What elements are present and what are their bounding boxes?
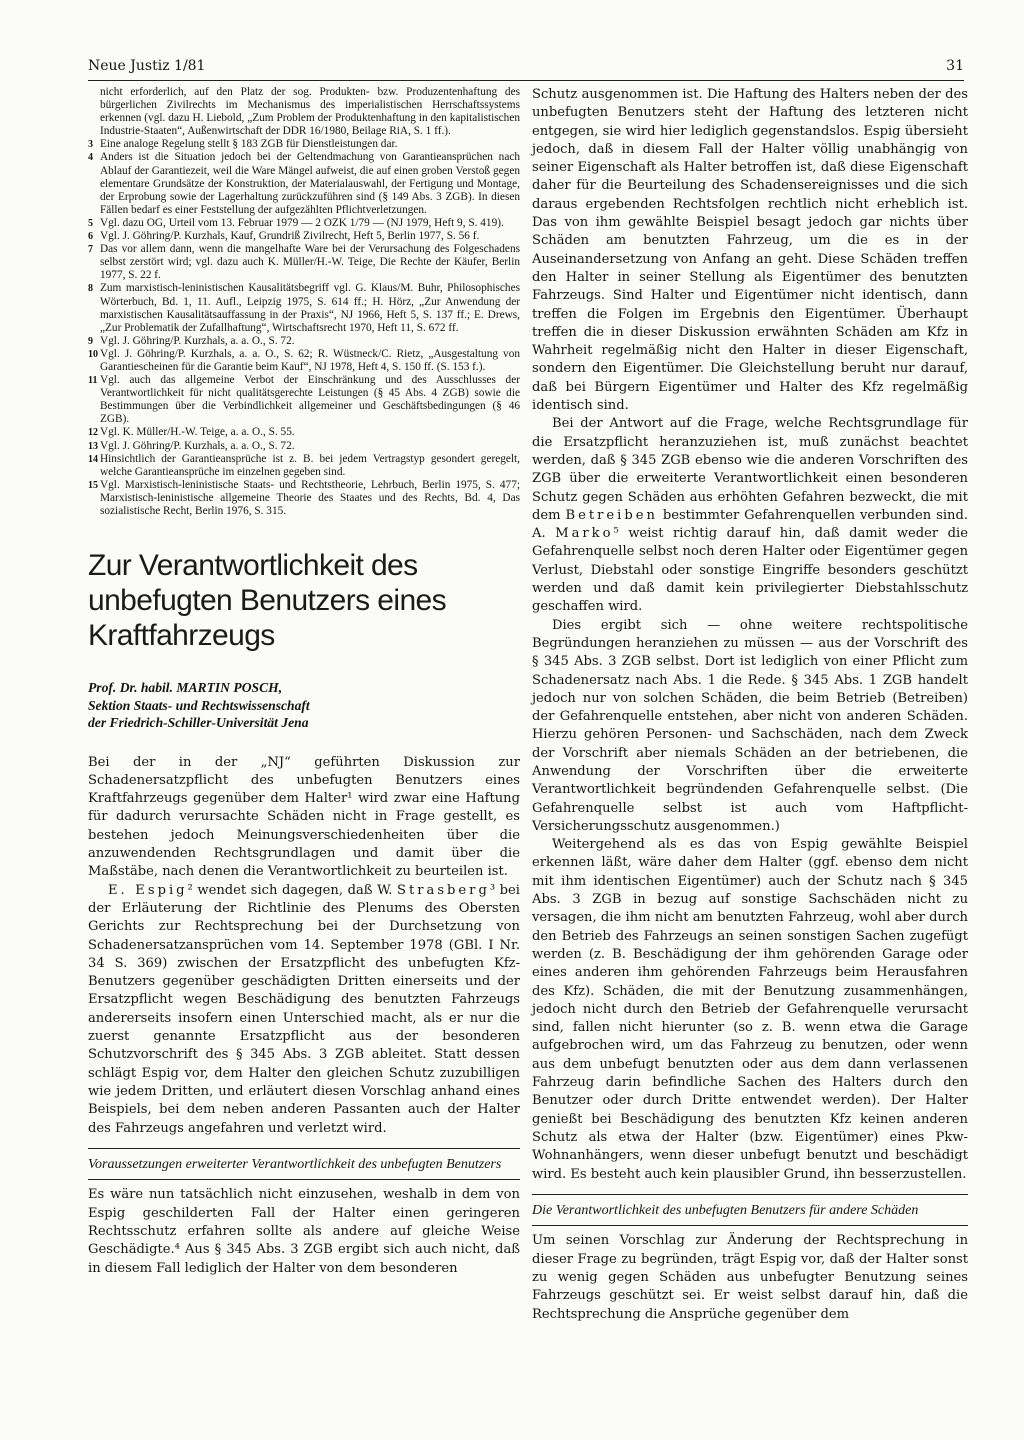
paragraph: Bei der Antwort auf die Frage, welche Rechtsgrundlage für die Ersatzpflicht heranzuziehen ist, muß zunächst beachtet werden, daß § 345 ZGB ebenso wie die anderen Vorschriften des ZGB über die erweiterte Verantwortlichkeit einen besonderen Schutz gegen Schäden aus erhöhten Gefahren bezweckt, die mit dem Betreiben bestimmter Gefahrenquellen verbunden sind. A. Marko⁵ weist richtig darauf hin, daß damit weder die Gefahrenquelle selbst noch deren Halter oder Eigentümer gegen Verlust, Diebstahl oder sonstige Eingriffe besonders geschützt werden und daß damit kein privilegierter Diebstahlsschutz geschaffen wird. xyxy=(532,416,968,615)
paragraph: Schutz ausgenommen ist. Die Haftung des Halters neben der des unbefugten Benutzers steht der Haftung des letzteren nicht entgegen, sie wird hier lediglich gegenstandslos. Espig übersieht jedoch, daß in diesem Fall der Halter völlig unabhängig von seiner Eigenschaft als Halter betroffen ist, daß diese Eigenschaft daher für die Beurteilung des Schadensereignisses und die sich daraus ergebenden Rechtsfolgen rechtlich nicht erheblich ist. Das von ihm gewählte Beispiel besagt jedoch gar nichts über Schäden am benutzten Fahrzeug, um die es in der Auseinandersetzung von Anfang an geht. Diese Schäden treffen den Halter in seiner Stellung als Eigentümer des benutzten Fahrzeugs. Sind Halter und Eigentümer nicht identisch, dann treffen die Folgen im Ergebnis den Eigentümer. Überhaupt treffen die in dieser Diskussion erwähnten Schäden am Kfz in Wahrheit regelmäßig nicht den Halter in dieser Eigenschaft, sondern den Eigentümer. Die Gleichstellung beruht nur darauf, daß bei Bürgern Eigentümer und Halter des Kfz regelmäßig identisch sind. xyxy=(532,87,968,414)
footnote: 3 Eine analoge Regelung stellt § 183 ZGB für Dienstleistungen dar. xyxy=(88,138,398,151)
author-affiliation: Sektion Staats- und Rechtswissenschaft xyxy=(88,697,310,713)
footnote: 11 Vgl. auch das allgemeine Verbot der Einschränkung und des Ausschlusses der Verantwortlichkeit für nicht qualitätsgerechte Leistungen (§ 45 Abs. 4 ZGB) sowie die Bestimmungen über die Verbindlichkeit allgemeiner und Geschäftsbedingungen (§ 46 ZGB). xyxy=(88,374,520,426)
footnote: 7 Das vor allem dann, wenn die mangelhafte Ware bei der Verursachung des Folgeschadens selbst zerstört wird; vgl. dazu auch K. Müller/H.-W. Teige, Die Rechte der Käufer, Berlin 1977, S. 22 f. xyxy=(88,243,520,282)
section-heading: Voraussetzungen erweiterter Verantwortlichkeit des unbefugten Benutzers xyxy=(88,1148,520,1181)
paragraph: E. Espig² wendet sich dagegen, daß W. Strasberg³ bei der Erläuterung der Richtlinie des Plenums des Obersten Gerichts zur Rechtsprechung bei der Durchsetzung von Schadenersatzansprüchen vom 14. September 1978 (GBl. I Nr. 34 S. 369) zwischen der Ersatzpflicht des unbefugten Kfz-Benutzers gegenüber geschädigten Dritten einerseits und der Ersatzpflicht wegen Beschädigung des benutzten Fahrzeugs andererseits insofern einen Unterschied macht, als er nur die zuerst genannte Ersatzpflicht aus der besonderen Schutzvorschrift des § 345 Abs. 3 ZGB ableitet. Statt dessen schlägt Espig vor, dem Halter den gleichen Schutz zuzubilligen wie jedem Dritten, und erläutert diesen Vorschlag anhand eines Beispiels, bei dem neben anderen Passanten auch der Halter des Fahrzeugs angefahren und verletzt wird. xyxy=(88,882,520,1136)
footnote-list xyxy=(88,86,520,518)
author-institution: der Friedrich-Schiller-Universität Jena xyxy=(88,715,309,731)
paragraph: Bei der in der „NJ“ geführten Diskussion zur Schadenersatzpflicht des unbefugten Benutzers eines Kraftfahrzeugs gegenüber dem Halter¹ wird zwar eine Haftung für dadurch verursachte Schäden nicht in Frage gestellt, es bestehen jedoch Meinungsverschiedenheiten über die anzuwendenden Rechtsgrundlagen und damit über die Maßstäbe, nach denen die Verantwortlichkeit zu beurteilen ist. xyxy=(88,754,520,880)
footnote: 13 Vgl. J. Göhring/P. Kurzhals, a. a. O., S. 72. xyxy=(88,439,295,452)
footnote: 15 Vgl. Marxistisch-leninistische Staats- und Rechtstheorie, Lehrbuch, Berlin 1975, S. 477; Marxistisch-leninistische allgemeine Theorie des Staates und des Rechts, Bd. 4, Das sozialistische Recht, Berlin 1976, S. 315. xyxy=(88,478,520,517)
journal-issue: Neue Justiz 1/81 xyxy=(88,58,206,74)
paragraph: Um seinen Vorschlag zur Änderung der Rechtsprechung in dieser Frage zu begründen, trägt Espig vor, daß der Halter sonst zu wenig gegen Schäden aus unbefugter Benutzung seines Fahrzeugs geschützt sei. Er weist selbst darauf hin, daß die Rechtsprechung die Ansprüche gegenüber dem xyxy=(532,1233,968,1322)
section-body xyxy=(88,1186,520,1277)
header-divider xyxy=(88,80,964,81)
running-header xyxy=(88,56,964,78)
section-body xyxy=(532,1232,968,1323)
article-title: Zur Verantwortlichkeit des unbefugten Benutzers eines Kraftfahrzeugs xyxy=(88,549,447,653)
page-number: 31 xyxy=(946,58,964,74)
author-byline xyxy=(88,679,520,732)
footnote: nicht erforderlich, auf den Platz der sog. Produkten- bzw. Produzentenhaftung des bürgerlichen Zivilrechts im Mechanismus des imperialistischen Herrschaftssystems erkennen (vgl. dazu H. Liebold, „Zum Problem der Produktenhaftung in den kapitalistischen Industrie-Staaten“, Außenwirtschaft der DDR 16/1980, Beilage RiA, S. 1 ff.). xyxy=(100,86,520,138)
footnote: 6 Vgl. J. Göhring/P. Kurzhals, Kauf, Grundriß Zivilrecht, Heft 5, Berlin 1977, S. 56 f. xyxy=(88,230,480,243)
author-name: Prof. Dr. habil. MARTIN POSCH, xyxy=(88,680,283,696)
section-heading: Die Verantwortlichkeit des unbefugten Benutzers für andere Schäden xyxy=(532,1194,968,1227)
paragraph: Dies ergibt sich — ohne weitere rechtspolitische Begründungen heranziehen zu müssen — aus der Vorschrift des § 345 Abs. 3 ZGB selbst. Dort ist lediglich von einer Pflicht zum Schadenersatz nach Abs. 1 die Rede. § 345 Abs. 1 ZGB handelt jedoch nur von solchen Schäden, die beim Betrieb (Betreiben) der Gefahrenquelle entstehen, aber nicht von anderen Schäden. Hierzu gehören Personen- und Sachschäden, nach dem Zweck der Vorschrift aber niemals Schäden an der betriebenen, die Anwendung der Vorschriften über die erweiterte Verantwortlichkeit begründenden Gefahrenquelle selbst. (Die Gefahrenquelle selbst ist auch vom Haftpflicht-Versicherungsschutz ausgenommen.) xyxy=(532,617,968,834)
footnote: 8 Zum marxistisch-leninistischen Kausalitätsbegriff vgl. G. Klaus/M. Buhr, Philosophisches Wörterbuch, Bd. 1, 11. Aufl., Leipzig 1975, S. 614 ff.; H. Hörz, „Zur Anwendung der marxistischen Kausalitätsauffassung in der Praxis“, NJ 1966, Heft 5, S. 137 ff.; E. Drews, „Zur Problematik der Zufallhaftung“, Wirtschaftsrecht 1970, Heft 11, S. 672 ff. xyxy=(88,282,520,334)
article-intro xyxy=(88,754,520,1138)
footnote: 4 Anders ist die Situation jedoch bei der Geltendmachung von Garantieansprüchen nach Ablauf der Garantiezeit, weil die Ware Mängel aufweist, die auf einen groben Verstoß gegen elementare Grundsätze der Konstruktion, der Materialauswahl, der Fertigung und Montage, der Erprobung sowie der Lagerhaltung zurückzuführen sind (§ 149 Abs. 3 ZGB). In diesen Fällen bedarf es einer Feststellung der aufgezählten Pflichtverletzungen. xyxy=(88,151,520,216)
article-continuation xyxy=(532,86,968,1184)
footnote: 12 Vgl. K. Müller/H.-W. Teige, a. a. O., S. 55. xyxy=(88,426,295,439)
right-column xyxy=(532,86,968,1324)
footnote: 5 Vgl. dazu OG, Urteil vom 13. Februar 1979 — 2 OZK 1/79 — (NJ 1979, Heft 9, S. 419). xyxy=(88,216,504,229)
paragraph: Weitergehend als es das von Espig gewählte Beispiel erkennen läßt, wäre daher dem Halter (ggf. ebenso dem nicht mit ihm identischen Eigentümer) auch der Schutz nach § 345 Abs. 3 ZGB in bezug auf sonstige Sachschäden nicht zu versagen, die ihm nicht am benutzten Fahrzeug, wohl aber durch den Betrieb des Fahrzeugs an seinen sonstigen Sachen zugefügt werden (z. B. Beschädigung der ihm gehörenden Garage oder eines anderen ihm gehörenden Fahrzeugs beim Herausfahren des Kfz). Schäden, die mit der Benutzung zusammenhängen, jedoch nicht durch den Betrieb der Gefahrenquelle verursacht sind, fallen nicht hierunter (so z. B. wenn etwa die Garage aufgebrochen wird, um das Fahrzeug zu benutzen, oder wenn aus dem unbefugt benutzten oder aus dem dann verlassenen Fahrzeug darin befindliche Sachen des Halters durch den Benutzer oder durch Dritte entwendet werden). Der Halter genießt bei Beschädigung des benutzten Kfz keinen anderen Schutz als etwa der Halter (bzw. Eigentümer) eines Pkw-Wohnanhängers, wenn dieser unbefugt benutzt und beschädigt wird. Es besteht auch kein plausibler Grund, ihn besserzustellen. xyxy=(532,837,968,1182)
left-column xyxy=(88,86,520,1278)
paragraph: Es wäre nun tatsächlich nicht einzusehen, weshalb in dem von Espig geschilderten Fall der Halter einen geringeren Rechtsschutz erfahren sollte als andere auf gleiche Weise Geschädigte.⁴ Aus § 345 Abs. 3 ZGB ergibt sich auch nicht, daß in diesem Fall lediglich der Halter von dem besonderen xyxy=(88,1187,520,1276)
footnote: 14 Hinsichtlich der Garantieansprüche ist z. B. bei jedem Vertragstyp gesondert geregelt, welche Garantieansprüche im einzelnen gegeben sind. xyxy=(88,452,520,478)
footnote: 10 Vgl. J. Göhring/P. Kurzhals, a. a. O., S. 62; R. Wüstneck/C. Rietz, „Ausgestaltung von Garantiescheinen für die Garantie beim Kauf“, NJ 1978, Heft 4, S. 150 ff. (S. 153 f.). xyxy=(88,347,520,373)
footnote: 9 Vgl. J. Göhring/P. Kurzhals, a. a. O., S. 72. xyxy=(88,334,295,347)
